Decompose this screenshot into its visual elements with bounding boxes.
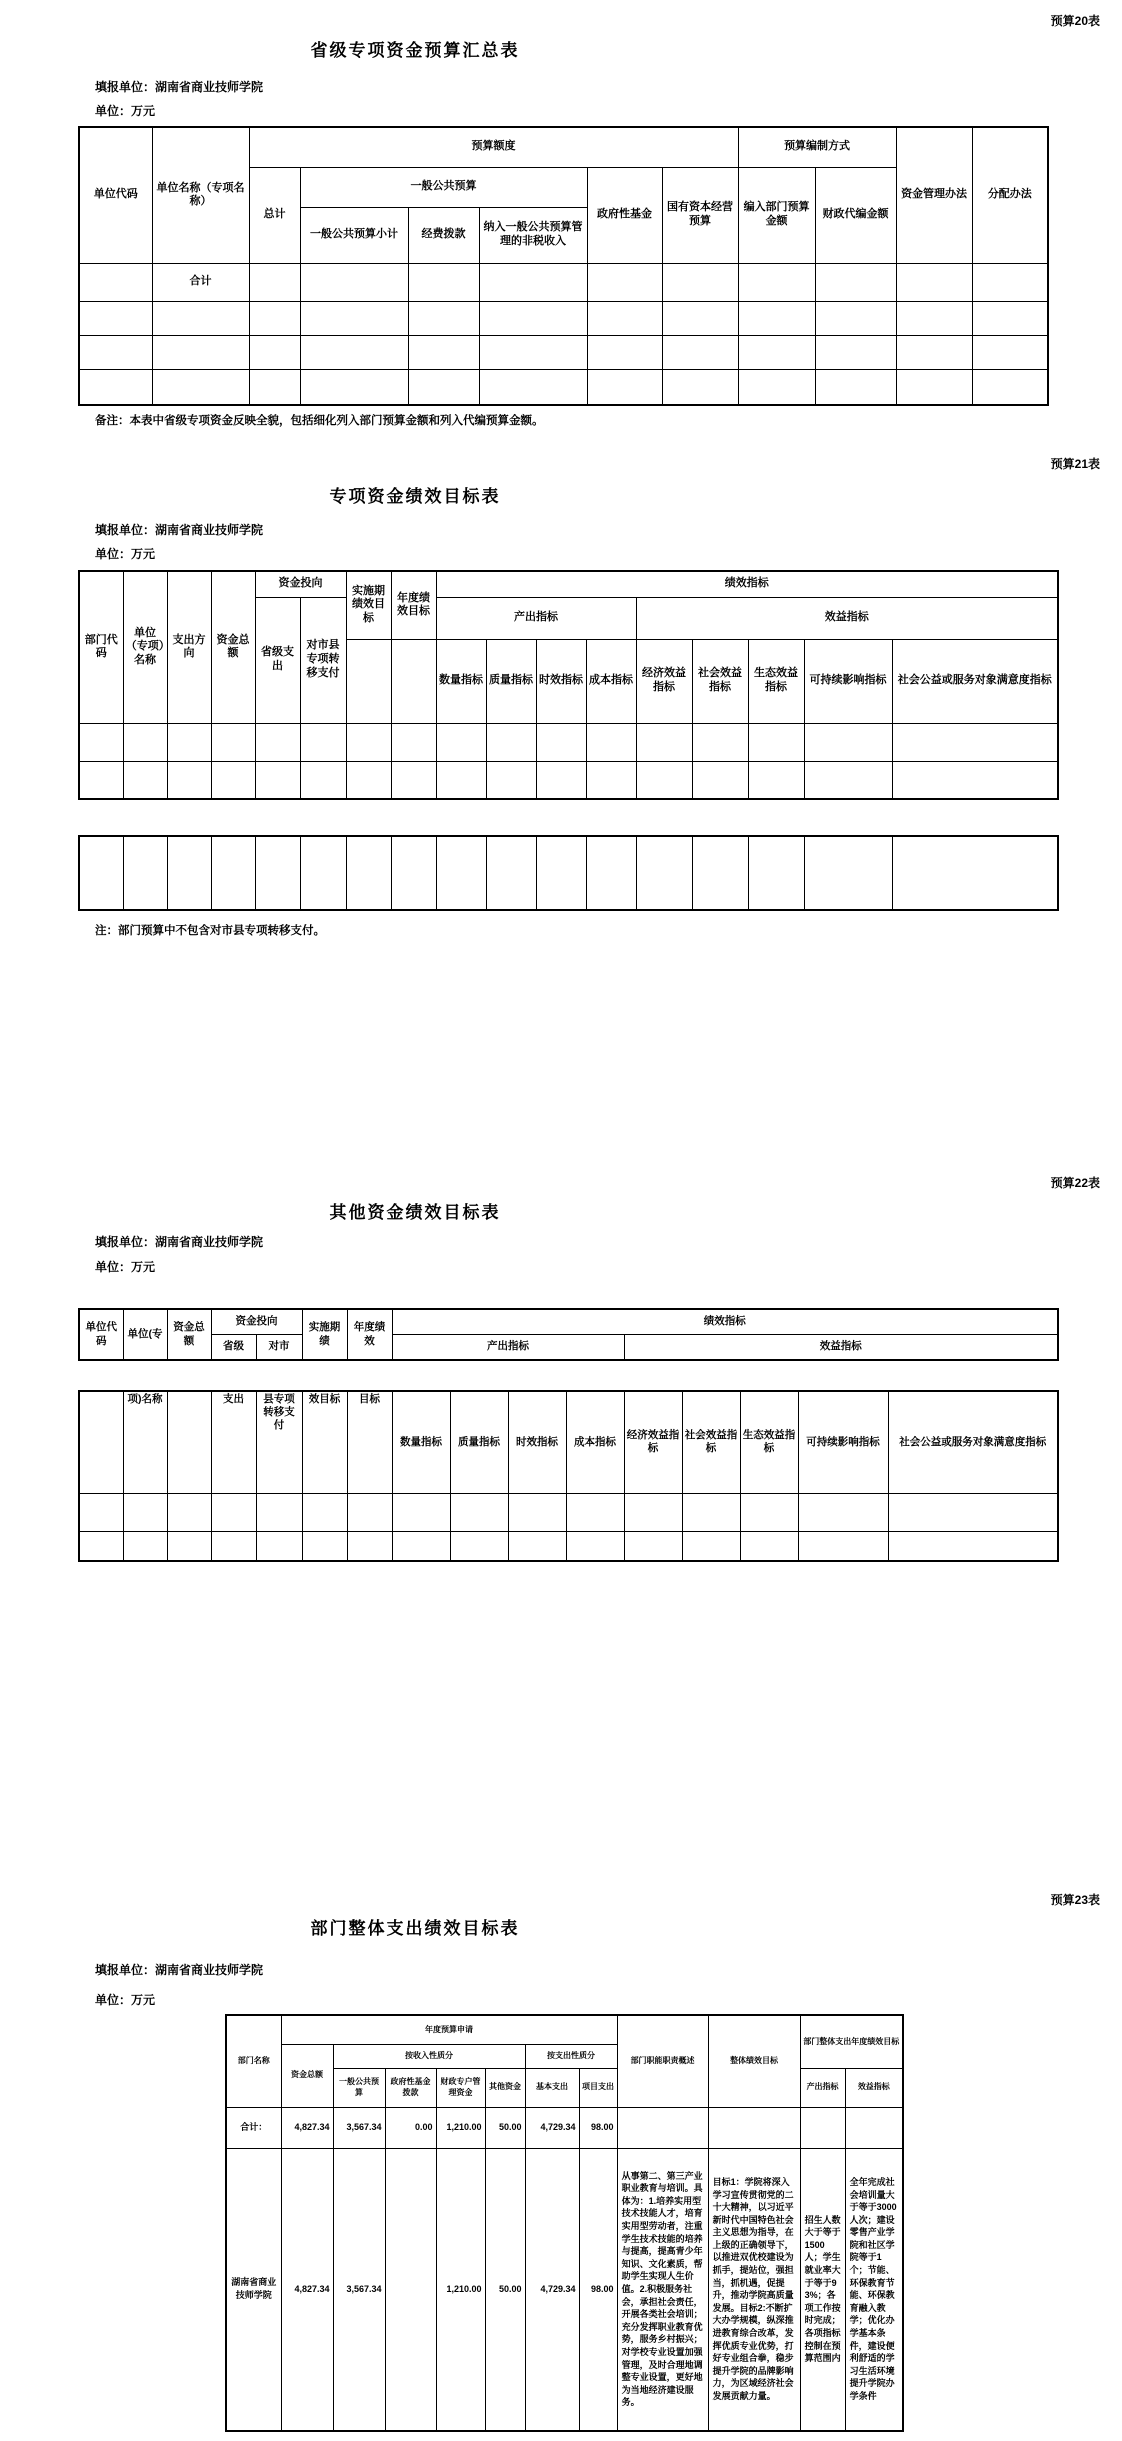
dept-project: 98.00 [579, 2148, 617, 2431]
col-header-satisfaction: 社会公益或服务对象满意度指标 [888, 1391, 1058, 1493]
table-row [79, 723, 1058, 761]
empty-cell [508, 1531, 566, 1561]
col-header-impl-period-target: 实施期绩效目标 [346, 571, 391, 639]
empty-cell [300, 761, 346, 799]
empty-cell [972, 263, 1048, 301]
col-header-overall-target: 整体绩效目标 [708, 2015, 800, 2107]
group-header-annual-budget-apply: 年度预算申请 [281, 2015, 617, 2044]
empty-cell [888, 1531, 1058, 1561]
empty-cell [692, 723, 748, 761]
empty-cell [845, 2107, 903, 2148]
table-row [79, 263, 1048, 301]
dept-output-indicator-text: 招生人数大于等于1500人；学生就业率大于等于93%；各项工作按时完成；各项指标控制在预算范围内 [800, 2148, 845, 2431]
empty-cell [123, 761, 167, 799]
empty-cell [255, 836, 300, 910]
col-header-annual-target: 年度绩效目标 [391, 571, 436, 639]
col-header-provincial-top: 省级 [211, 1334, 256, 1360]
empty-cell [392, 1493, 450, 1531]
total-other: 50.00 [485, 2107, 525, 2148]
empty-cell [896, 263, 972, 301]
col-header-social-benefit: 社会效益指标 [692, 639, 748, 723]
dept-fiscal-account: 1,210.00 [436, 2148, 485, 2431]
col-header-state-capital-budget: 国有资本经营预算 [662, 167, 738, 263]
col-header-fund-total: 资金总额 [281, 2044, 333, 2107]
group-header-by-income-nature: 按收入性质分 [333, 2044, 525, 2068]
empty-cell [152, 369, 249, 405]
empty-cell [636, 761, 692, 799]
total-basic: 4,729.34 [525, 2107, 579, 2148]
note-table-21: 注：部门预算中不包含对市县专项转移支付。 [95, 925, 325, 937]
group-header-benefit-indicators: 效益指标 [624, 1334, 1058, 1360]
empty-cell [508, 1493, 566, 1531]
empty-cell [391, 639, 436, 723]
empty-cell [536, 723, 586, 761]
table-provincial-special-fund-summary [78, 126, 1049, 406]
empty-cell [972, 335, 1048, 369]
empty-cell [804, 836, 892, 910]
empty-cell [408, 369, 479, 405]
empty-cell [436, 836, 486, 910]
total-row-label: 合计 [152, 263, 249, 301]
empty-cell [300, 369, 408, 405]
col-header-quality: 质量指标 [450, 1391, 508, 1493]
empty-cell [408, 263, 479, 301]
empty-cell [804, 723, 892, 761]
col-header-unit-code: 单位代码 [79, 1309, 123, 1360]
col-header-timeliness: 时效指标 [536, 639, 586, 723]
empty-cell [392, 1531, 450, 1561]
empty-cell [662, 335, 738, 369]
unit-line-4: 单位：万元 [95, 1993, 156, 2007]
col-header-cost: 成本指标 [566, 1391, 624, 1493]
empty-cell [249, 335, 300, 369]
total-gov-fund: 0.00 [385, 2107, 436, 2148]
empty-cell [79, 723, 123, 761]
col-header-eco-benefit: 生态效益指标 [740, 1391, 798, 1493]
empty-cell [79, 836, 123, 910]
empty-cell [450, 1493, 508, 1531]
empty-cell [123, 1493, 167, 1531]
col-header-economic-benefit: 经济效益指标 [636, 639, 692, 723]
title-other-fund-performance: 其他资金绩效目标表 [329, 1203, 501, 1222]
group-header-general-public-budget: 一般公共预算 [300, 167, 587, 207]
col-header-fund-management: 资金管理办法 [896, 127, 972, 263]
empty-cell [587, 369, 662, 405]
table-dept-overall-expenditure-performance [225, 2014, 904, 2432]
group-header-compile-mode: 预算编制方式 [738, 127, 896, 167]
col-header-finance-compiled: 财政代编金额 [815, 167, 896, 263]
empty-cell [255, 723, 300, 761]
col-header-impl-period-top: 实施期绩 [302, 1309, 347, 1360]
dept-name-cell: 湖南省商业技师学院 [226, 2148, 281, 2431]
group-header-output-indicators: 产出指标 [392, 1334, 624, 1360]
col-header-quantity: 数量指标 [436, 639, 486, 723]
dept-gpb: 3,567.34 [333, 2148, 385, 2431]
empty-cell [79, 263, 152, 301]
unit-line-1: 单位：万元 [95, 104, 156, 118]
empty-cell [566, 1493, 624, 1531]
title-dept-overall-expenditure-performance: 部门整体支出绩效目标表 [310, 1919, 520, 1938]
empty-cell [300, 263, 408, 301]
col-header-general-public-budget: 一般公共预算 [333, 2068, 385, 2107]
empty-cell [740, 1493, 798, 1531]
col-header-quality: 质量指标 [486, 639, 536, 723]
table-row [79, 836, 1058, 910]
empty-cell [167, 1391, 211, 1493]
empty-cell [479, 369, 587, 405]
empty-cell [587, 335, 662, 369]
col-header-sustainable-impact: 可持续影响指标 [798, 1391, 888, 1493]
empty-cell [586, 836, 636, 910]
empty-cell [815, 301, 896, 335]
empty-cell [486, 723, 536, 761]
col-header-city-county-transfer: 对市县专项转移支付 [300, 597, 346, 723]
empty-cell [211, 1531, 256, 1561]
empty-cell [79, 761, 123, 799]
empty-cell [211, 723, 255, 761]
empty-cell [636, 836, 692, 910]
empty-cell [123, 723, 167, 761]
col-header-satisfaction: 社会公益或服务对象满意度指标 [892, 639, 1058, 723]
empty-cell [896, 335, 972, 369]
empty-cell [167, 1531, 211, 1561]
empty-cell [255, 761, 300, 799]
filler-org-line-4: 填报单位：湖南省商业技师学院 [95, 1963, 264, 1977]
empty-cell [896, 369, 972, 405]
empty-cell [740, 1531, 798, 1561]
col-header-project-expenditure: 项目支出 [579, 2068, 617, 2107]
total-fund-total: 4,827.34 [281, 2107, 333, 2148]
empty-cell [972, 301, 1048, 335]
col-header-other-fund: 其他资金 [485, 2068, 525, 2107]
empty-cell [152, 301, 249, 335]
empty-cell [682, 1493, 740, 1531]
empty-cell [300, 335, 408, 369]
empty-cell [167, 723, 211, 761]
empty-cell [815, 263, 896, 301]
empty-cell [738, 369, 815, 405]
dept-basic: 4,729.34 [525, 2148, 579, 2431]
empty-cell [256, 1531, 302, 1561]
col-header-county-transfer-bottom: 县专项转移支付 [256, 1391, 302, 1493]
table-row [79, 761, 1058, 799]
col-header-spend-direction: 支出方向 [167, 571, 211, 723]
empty-cell [152, 335, 249, 369]
empty-cell [167, 1493, 211, 1531]
empty-cell [479, 301, 587, 335]
empty-cell [662, 263, 738, 301]
empty-cell [300, 723, 346, 761]
empty-cell [748, 761, 804, 799]
unit-line-2: 单位：万元 [95, 547, 156, 561]
col-header-dept-duty-overview: 部门职能职责概述 [617, 2015, 708, 2107]
dept-duty-text: 从事第二、第三产业职业教育与培训。具体为：1.培养实用型技术技能人才，培育实用型劳动者，注重学生技术技能的培养与提高，提高青少年知识、文化素质，帮助学生实现人生价值。2.积极服务社会，承担社会责任，开展各类社会培训；充分发挥职业教育优势，服务乡村振兴；对学校专业设置加强管理，及时合理地调整专业设置，更好地为当地经济建设服务。 [617, 2148, 708, 2431]
col-header-cost: 成本指标 [586, 639, 636, 723]
col-header-annual-target-bottom: 目标 [347, 1391, 392, 1493]
group-header-budget-quota: 预算额度 [249, 127, 738, 167]
unit-line-3: 单位：万元 [95, 1260, 156, 1274]
empty-cell [636, 723, 692, 761]
empty-cell [486, 761, 536, 799]
empty-cell [479, 335, 587, 369]
empty-cell [300, 836, 346, 910]
note-table-20: 备注：本表中省级专项资金反映全貌，包括细化列入部门预算金额和列入代编预算金额。 [95, 415, 544, 427]
dept-benefit-indicator-text: 全年完成社会培训量大于等于3000人次；建设零售产业学院和社区学院等于1个；节能、环保教育节能、环保教育融入教学；优化办学基本条件，建设便利舒适的学习生活环境提升学院办学条件 [845, 2148, 903, 2431]
group-header-fund-invest: 资金投向 [255, 571, 346, 597]
empty-cell [586, 723, 636, 761]
col-header-fiscal-account-fund: 财政专户管理资金 [436, 2068, 485, 2107]
dept-other: 50.00 [485, 2148, 525, 2431]
empty-cell [79, 1391, 123, 1493]
total-project: 98.00 [579, 2107, 617, 2148]
empty-cell [211, 1493, 256, 1531]
empty-cell [450, 1531, 508, 1561]
empty-cell [662, 301, 738, 335]
col-header-unit-name: 单位名称（专项名称） [152, 127, 249, 263]
col-header-unit-name-bottom: 项)名称 [123, 1391, 167, 1493]
empty-cell [391, 761, 436, 799]
table-row [79, 1493, 1058, 1531]
table-row [79, 369, 1048, 405]
col-header-dept-code: 部门代码 [79, 571, 123, 723]
empty-cell [624, 1493, 682, 1531]
empty-cell [79, 335, 152, 369]
empty-cell [536, 836, 586, 910]
col-header-sustainable-impact: 可持续影响指标 [804, 639, 892, 723]
col-header-non-tax: 纳入一般公共预算管理的非税收入 [479, 207, 587, 263]
table-row [79, 335, 1048, 369]
col-header-economic-benefit: 经济效益指标 [624, 1391, 682, 1493]
empty-cell [346, 723, 391, 761]
empty-cell [391, 723, 436, 761]
col-header-allocation-method: 分配办法 [972, 127, 1048, 263]
empty-cell [347, 1531, 392, 1561]
col-header-annual-target-top: 年度绩效 [347, 1309, 392, 1360]
col-header-social-benefit: 社会效益指标 [682, 1391, 740, 1493]
empty-cell [682, 1531, 740, 1561]
dept-fund-total: 4,827.34 [281, 2148, 333, 2431]
col-header-gov-fund-appropriation: 政府性基金拨款 [385, 2068, 436, 2107]
total-row-label: 合计： [226, 2107, 281, 2148]
empty-cell [896, 301, 972, 335]
empty-cell [211, 761, 255, 799]
empty-cell [408, 301, 479, 335]
sheet-tag-20: 预算20表 [1050, 14, 1100, 28]
group-header-performance-indicators: 绩效指标 [436, 571, 1058, 597]
group-header-annual-performance-target: 部门整体支出年度绩效目标 [800, 2015, 903, 2068]
empty-cell [892, 761, 1058, 799]
empty-cell [346, 639, 391, 723]
empty-cell [346, 761, 391, 799]
title-provincial-special-fund-summary: 省级专项资金预算汇总表 [310, 41, 520, 60]
empty-cell [123, 1531, 167, 1561]
table-row [79, 1531, 1058, 1561]
empty-cell [587, 263, 662, 301]
empty-cell [385, 2148, 436, 2431]
table-other-fund-performance-upper [78, 1308, 1059, 1361]
col-header-provincial-bottom: 支出 [211, 1391, 256, 1493]
group-header-fund-invest: 资金投向 [211, 1309, 302, 1334]
col-header-provincial-spend: 省级支出 [255, 597, 300, 723]
col-header-gov-fund: 政府性基金 [587, 167, 662, 263]
col-header-city-top: 对市 [256, 1334, 302, 1360]
table-row [79, 301, 1048, 335]
empty-cell [892, 836, 1058, 910]
col-header-dept-name: 部门名称 [226, 2015, 281, 2107]
empty-cell [798, 1493, 888, 1531]
empty-cell [256, 1493, 302, 1531]
total-gpb: 3,567.34 [333, 2107, 385, 2148]
empty-cell [536, 761, 586, 799]
empty-cell [436, 723, 486, 761]
filler-org-line-1: 填报单位：湖南省商业技师学院 [95, 80, 264, 94]
empty-cell [300, 301, 408, 335]
empty-cell [738, 335, 815, 369]
empty-cell [479, 263, 587, 301]
empty-cell [815, 335, 896, 369]
empty-cell [346, 836, 391, 910]
filler-org-line-2: 填报单位：湖南省商业技师学院 [95, 523, 264, 537]
table-row-total [226, 2107, 903, 2148]
empty-cell [408, 335, 479, 369]
col-header-unit-code: 单位代码 [79, 127, 152, 263]
empty-cell [249, 263, 300, 301]
empty-cell [972, 369, 1048, 405]
empty-cell [586, 761, 636, 799]
dept-overall-target-text: 目标1：学院将深入学习宣传贯彻党的二十大精神，以习近平新时代中国特色社会主义思想为指导，在上级的正确领导下，以推进双优校建设为抓手，提站位，强担当，抓机遇，促提升，推动学院高质量发展。目标2:不断扩大办学规模，纵深推进教育综合改革，发挥优质专业优势，打好专业组合拳，稳步提升学院的品牌影响力，为区域经济社会发展贡献力量。 [708, 2148, 800, 2431]
col-header-benefit-indicators: 效益指标 [845, 2068, 903, 2107]
col-header-unit-name-top: 单位(专 [123, 1309, 167, 1360]
sheet-tag-22: 预算22表 [1050, 1176, 1100, 1190]
empty-cell [892, 723, 1058, 761]
empty-cell [167, 836, 211, 910]
empty-cell [738, 263, 815, 301]
col-header-fund-total: 资金总额 [211, 571, 255, 723]
empty-cell [211, 836, 255, 910]
empty-cell [587, 301, 662, 335]
col-header-basic-expenditure: 基本支出 [525, 2068, 579, 2107]
group-header-by-expense-nature: 按支出性质分 [525, 2044, 617, 2068]
empty-cell [391, 836, 436, 910]
total-fiscal-account: 1,210.00 [436, 2107, 485, 2148]
title-special-fund-performance: 专项资金绩效目标表 [329, 487, 501, 506]
col-header-gpb-subtotal: 一般公共预算小计 [300, 207, 408, 263]
sheet-tag-23: 预算23表 [1050, 1893, 1100, 1907]
table-special-fund-performance [78, 570, 1059, 800]
empty-cell [804, 761, 892, 799]
empty-cell [798, 1531, 888, 1561]
group-header-performance-indicators: 绩效指标 [392, 1309, 1058, 1334]
col-header-appropriation: 经费拨款 [408, 207, 479, 263]
col-header-in-dept-budget: 编入部门预算金额 [738, 167, 815, 263]
col-header-eco-benefit: 生态效益指标 [748, 639, 804, 723]
empty-cell [347, 1493, 392, 1531]
empty-cell [662, 369, 738, 405]
empty-cell [708, 2107, 800, 2148]
table-row-dept [226, 2148, 903, 2431]
empty-cell [566, 1531, 624, 1561]
table-other-fund-performance-lower [78, 1390, 1059, 1562]
empty-cell [79, 369, 152, 405]
group-header-benefit-indicators: 效益指标 [636, 597, 1058, 639]
empty-cell [748, 836, 804, 910]
empty-cell [748, 723, 804, 761]
empty-cell [624, 1531, 682, 1561]
empty-cell [486, 836, 536, 910]
empty-cell [302, 1531, 347, 1561]
empty-cell [249, 369, 300, 405]
empty-cell [249, 301, 300, 335]
col-header-fund-total: 资金总额 [167, 1309, 211, 1360]
table-special-fund-performance-overflow [78, 835, 1059, 911]
col-header-impl-period-bottom: 效目标 [302, 1391, 347, 1493]
col-header-total: 总计 [249, 167, 300, 263]
empty-cell [815, 369, 896, 405]
empty-cell [692, 761, 748, 799]
sheet-tag-21: 预算21表 [1050, 457, 1100, 471]
group-header-output-indicators: 产出指标 [436, 597, 636, 639]
empty-cell [888, 1493, 1058, 1531]
empty-cell [79, 1493, 123, 1531]
filler-org-line-3: 填报单位：湖南省商业技师学院 [95, 1235, 264, 1249]
col-header-quantity: 数量指标 [392, 1391, 450, 1493]
empty-cell [167, 761, 211, 799]
empty-cell [302, 1493, 347, 1531]
empty-cell [79, 301, 152, 335]
empty-cell [79, 1531, 123, 1561]
col-header-output-indicators: 产出指标 [800, 2068, 845, 2107]
col-header-timeliness: 时效指标 [508, 1391, 566, 1493]
empty-cell [436, 761, 486, 799]
empty-cell [123, 836, 167, 910]
empty-cell [617, 2107, 708, 2148]
empty-cell [800, 2107, 845, 2148]
empty-cell [738, 301, 815, 335]
col-header-unit-name: 单位（专项）名称 [123, 571, 167, 723]
empty-cell [692, 836, 748, 910]
